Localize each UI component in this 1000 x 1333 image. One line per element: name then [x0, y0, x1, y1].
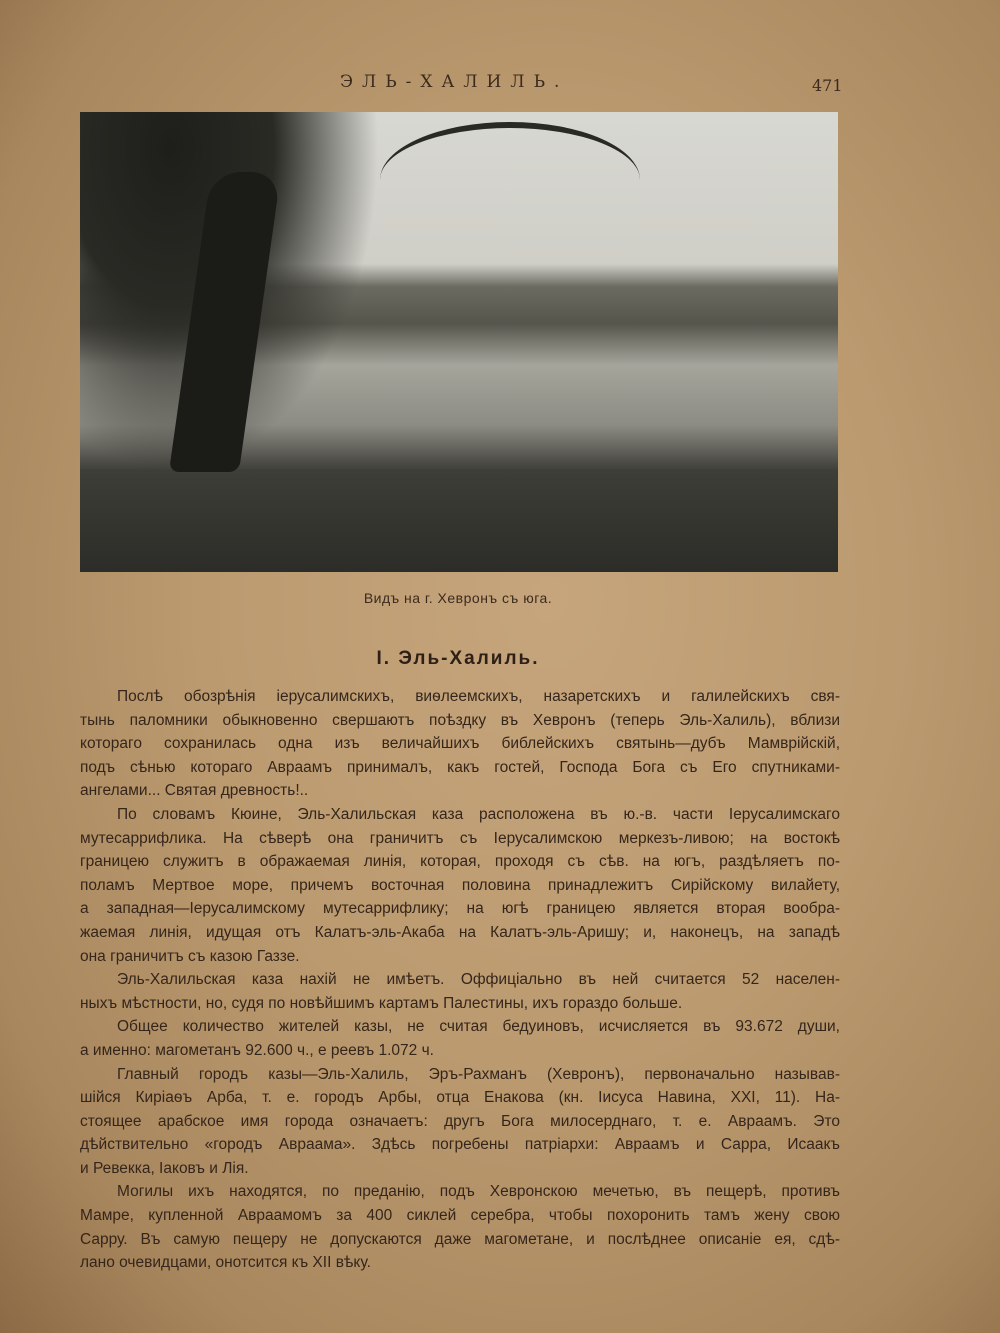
text-line: Общее количество жителей казы, не считая бедуиновъ, исчисляется въ 93.672 души, [117, 1018, 840, 1036]
running-head: ЭЛЬ-ХАЛИЛЬ. [340, 72, 569, 92]
text-line: ныхъ мѣстности, но, судя по новѣйшимъ картамъ Палестины, ихъ гораздо больше. [80, 994, 683, 1012]
figure-caption: Видъ на г. Хевронъ съ юга. [363, 590, 553, 606]
text-line: Эль-Халильская каза нахій не имѣетъ. Оффиціально въ ней считается 52 населен- [117, 971, 840, 989]
text-line: По словамъ Кюине, Эль-Халильская каза расположена въ ю.-в. части Іерусалимскаго [117, 805, 840, 823]
photo-hebron-view [80, 112, 838, 572]
tree-branch [380, 122, 640, 238]
text-line: и Ревекка, Іаковъ и Лія. [80, 1159, 249, 1177]
text-line: лано очевидцами, онотсится къ XII вѣку. [80, 1254, 371, 1272]
text-line: она граничитъ съ казою Газзе. [80, 947, 300, 965]
text-line: поламъ Мертвое море, причемъ восточная половина принадлежитъ Сирійскому вилайету, [80, 876, 840, 894]
text-line: ангелами... Святая древность!.. [80, 782, 309, 800]
text-line: Послѣ обозрѣнія іерусалимскихъ, виѳлеемскихъ, назаретскихъ и галилейскихъ свя- [117, 688, 840, 705]
text-line: жаемая линія, идущая отъ Калатъ-эль-Акаба на Калатъ-эль-Аришу; и, наконецъ, на западѣ [80, 923, 840, 941]
text-line: тынь паломники обыкновенно свершаютъ поѣздку въ Хевронъ (теперь Эль-Халиль), вблизи [80, 711, 840, 729]
text-line: Мамре, купленной Авраамомъ за 400 сиклей серебра, чтобы похоронить тамъ жену свою [80, 1207, 840, 1225]
text-line: мутесаррифлика. На сѣверѣ она граничитъ съ Іерусалимскою меркезъ-ливою; на востокѣ [80, 829, 840, 847]
text-line: подъ сѣнью котораго Авраамъ принималъ, какъ гостей, Господа Бога съ Его спутниками- [80, 758, 840, 776]
text-line: а именно: магометанъ 92.600 ч., е реевъ 1.072 ч. [80, 1041, 434, 1059]
text-line: шійся Киріаѳъ Арба, т. е. городъ Арбы, отца Енакова (кн. Іисуса Навина, XXI, 11). На- [80, 1089, 840, 1107]
text-line: Сарру. Въ самую пещеру не допускаются даже магометане, и послѣднее описаніе ея, сдѣ- [80, 1230, 840, 1248]
section-title: I. Эль-Халиль. [376, 648, 540, 669]
body-text [80, 685, 840, 1275]
text-line: дѣйствительно «городъ Авраама». Здѣсь погребены патріархи: Авраамъ и Сарра, Исаакъ [80, 1136, 840, 1154]
text-line: Главный городъ казы—Эль-Халиль, Эръ-Рахманъ (Хевронъ), первоначально называв- [117, 1065, 840, 1083]
text-line: стоящее арабское имя города означаетъ: другъ Бога милосерднаго, т. е. Авраамъ. Это [80, 1112, 840, 1130]
text-line: котораго сохранилась одна изъ величайшихъ библейскихъ святынь—дубъ Мамврійскій, [80, 735, 840, 753]
page-number: 471 [812, 76, 843, 95]
text-line: а западная—Іерусалимскому мутесаррифлику; на югѣ границею является вторая вообра- [80, 900, 840, 918]
text-line: Могилы ихъ находятся, по преданію, подъ Хевронскою мечетью, въ пещерѣ, противъ [117, 1183, 840, 1201]
text-line: границею служитъ в ображаемая линія, которая, проходя съ сѣв. на югъ, раздѣляетъ по- [80, 853, 840, 871]
